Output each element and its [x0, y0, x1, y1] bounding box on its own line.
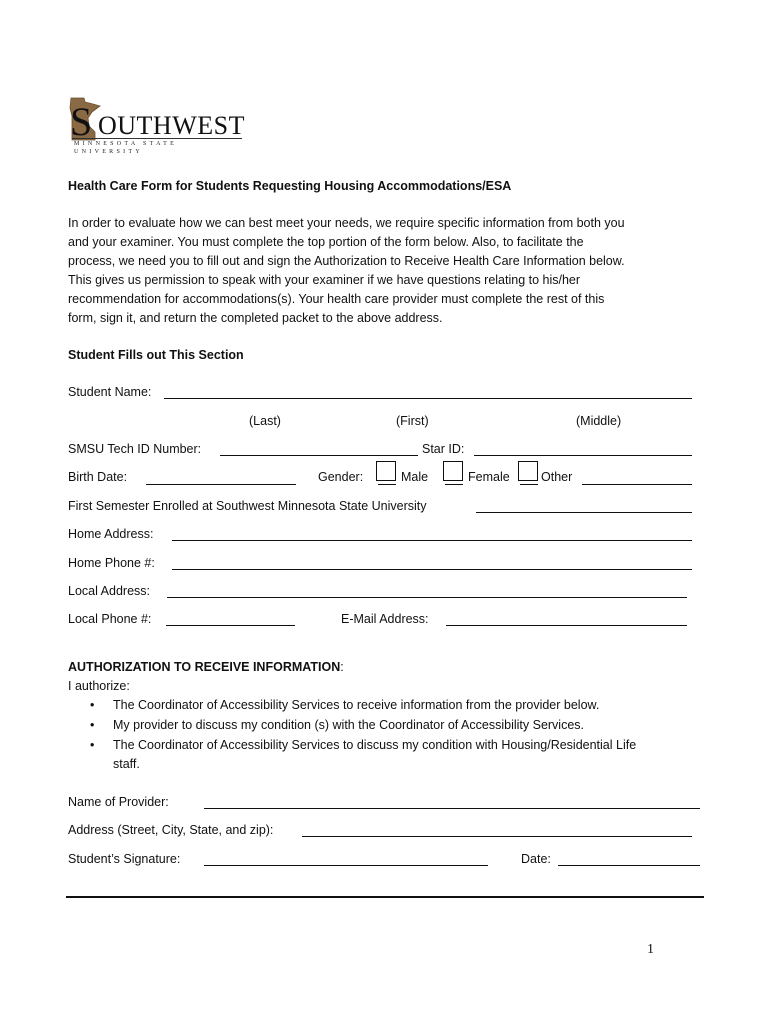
- home-address-field[interactable]: [172, 540, 692, 541]
- home-address-label: Home Address:: [68, 527, 154, 541]
- authorization-heading: [68, 659, 344, 675]
- authorization-heading-text: AUTHORIZATION TO RECEIVE INFORMATION: [68, 660, 341, 674]
- local-phone-field[interactable]: [166, 625, 295, 626]
- logo-subtitle: MINNESOTA STATE UNIVERSITY: [74, 141, 178, 155]
- student-name-label: Student Name:: [68, 385, 152, 399]
- authorization-bullet-1: The Coordinator of Accessibility Services to receive information from the provider below.: [113, 698, 600, 712]
- birth-date-label: Birth Date:: [68, 470, 128, 484]
- gender-other-field[interactable]: [582, 484, 692, 485]
- student-signature-label: Student’s Signature:: [68, 852, 181, 866]
- authorization-heading-colon: :: [340, 660, 344, 674]
- gender-female-checkbox[interactable]: [443, 461, 463, 481]
- email-label: E-Mail Address:: [341, 612, 429, 626]
- middle-name-caption: (Middle): [576, 414, 622, 428]
- intro-line: recommendation for accommodations(s). Your health care provider must complete the rest of this: [68, 292, 605, 306]
- intro-paragraph: [68, 214, 708, 328]
- student-signature-field[interactable]: [204, 865, 488, 866]
- last-name-caption: (Last): [249, 414, 281, 428]
- bullet-dot-icon: •: [90, 698, 95, 712]
- home-phone-field[interactable]: [172, 569, 692, 570]
- provider-address-label: Address (Street, City, State, and zip):: [68, 823, 274, 837]
- intro-line: This gives us permission to speak with your examiner if we have questions relating to his/her: [68, 273, 581, 287]
- provider-address-field[interactable]: [302, 836, 692, 837]
- home-phone-label: Home Phone #:: [68, 556, 155, 570]
- first-semester-field[interactable]: [476, 512, 692, 513]
- date-label: Date:: [521, 852, 551, 866]
- university-logo: [68, 96, 248, 156]
- provider-name-label: Name of Provider:: [68, 795, 169, 809]
- local-address-label: Local Address:: [68, 584, 150, 598]
- bullet-dot-icon: •: [90, 718, 95, 732]
- authorization-bullet-3: The Coordinator of Accessibility Services to discuss my condition with Housing/Residential Life: [113, 738, 637, 752]
- gender-other-label: Other: [541, 470, 573, 484]
- first-name-caption: (First): [396, 414, 429, 428]
- logo-big-letter: S: [70, 99, 93, 144]
- authorization-bullet-2: My provider to discuss my condition (s) with the Coordinator of Accessibility Services.: [113, 718, 585, 732]
- form-title: Health Care Form for Students Requesting Housing Accommodations/ESA: [68, 179, 512, 193]
- date-field[interactable]: [558, 865, 700, 866]
- logo-wordmark: OUTHWEST: [98, 111, 245, 140]
- intro-line: process, we need you to fill out and sign the Authorization to Receive Health Care Information below.: [68, 254, 625, 268]
- intro-line: In order to evaluate how we can best meet your needs, we require specific information from both you: [68, 216, 625, 230]
- birth-date-field[interactable]: [146, 484, 296, 485]
- tech-id-label: SMSU Tech ID Number:: [68, 442, 202, 456]
- intro-line: form, sign it, and return the completed packet to the above address.: [68, 311, 443, 325]
- gender-male-checkbox[interactable]: [376, 461, 396, 481]
- email-field[interactable]: [446, 625, 687, 626]
- first-semester-label: First Semester Enrolled at Southwest Minnesota State University: [68, 499, 427, 513]
- student-name-field[interactable]: [164, 398, 692, 399]
- star-id-label: Star ID:: [422, 442, 465, 456]
- footer-divider: [66, 896, 704, 898]
- star-id-field[interactable]: [474, 455, 692, 456]
- gender-female-label: Female: [468, 470, 510, 484]
- local-address-field[interactable]: [167, 597, 687, 598]
- intro-line: and your examiner. You must complete the top portion of the form below. Also, to facilitate the: [68, 235, 584, 249]
- page-number: 1: [647, 942, 654, 957]
- i-authorize-label: I authorize:: [68, 679, 130, 693]
- authorization-bullet-3-cont: staff.: [113, 757, 140, 771]
- tech-id-field[interactable]: [220, 455, 418, 456]
- gender-male-label: Male: [401, 470, 429, 484]
- bullet-dot-icon: •: [90, 738, 95, 752]
- local-phone-label: Local Phone #:: [68, 612, 152, 626]
- gender-other-checkbox[interactable]: [518, 461, 538, 481]
- student-section-heading: Student Fills out This Section: [68, 348, 244, 362]
- provider-name-field[interactable]: [204, 808, 700, 809]
- gender-label: Gender:: [318, 470, 364, 484]
